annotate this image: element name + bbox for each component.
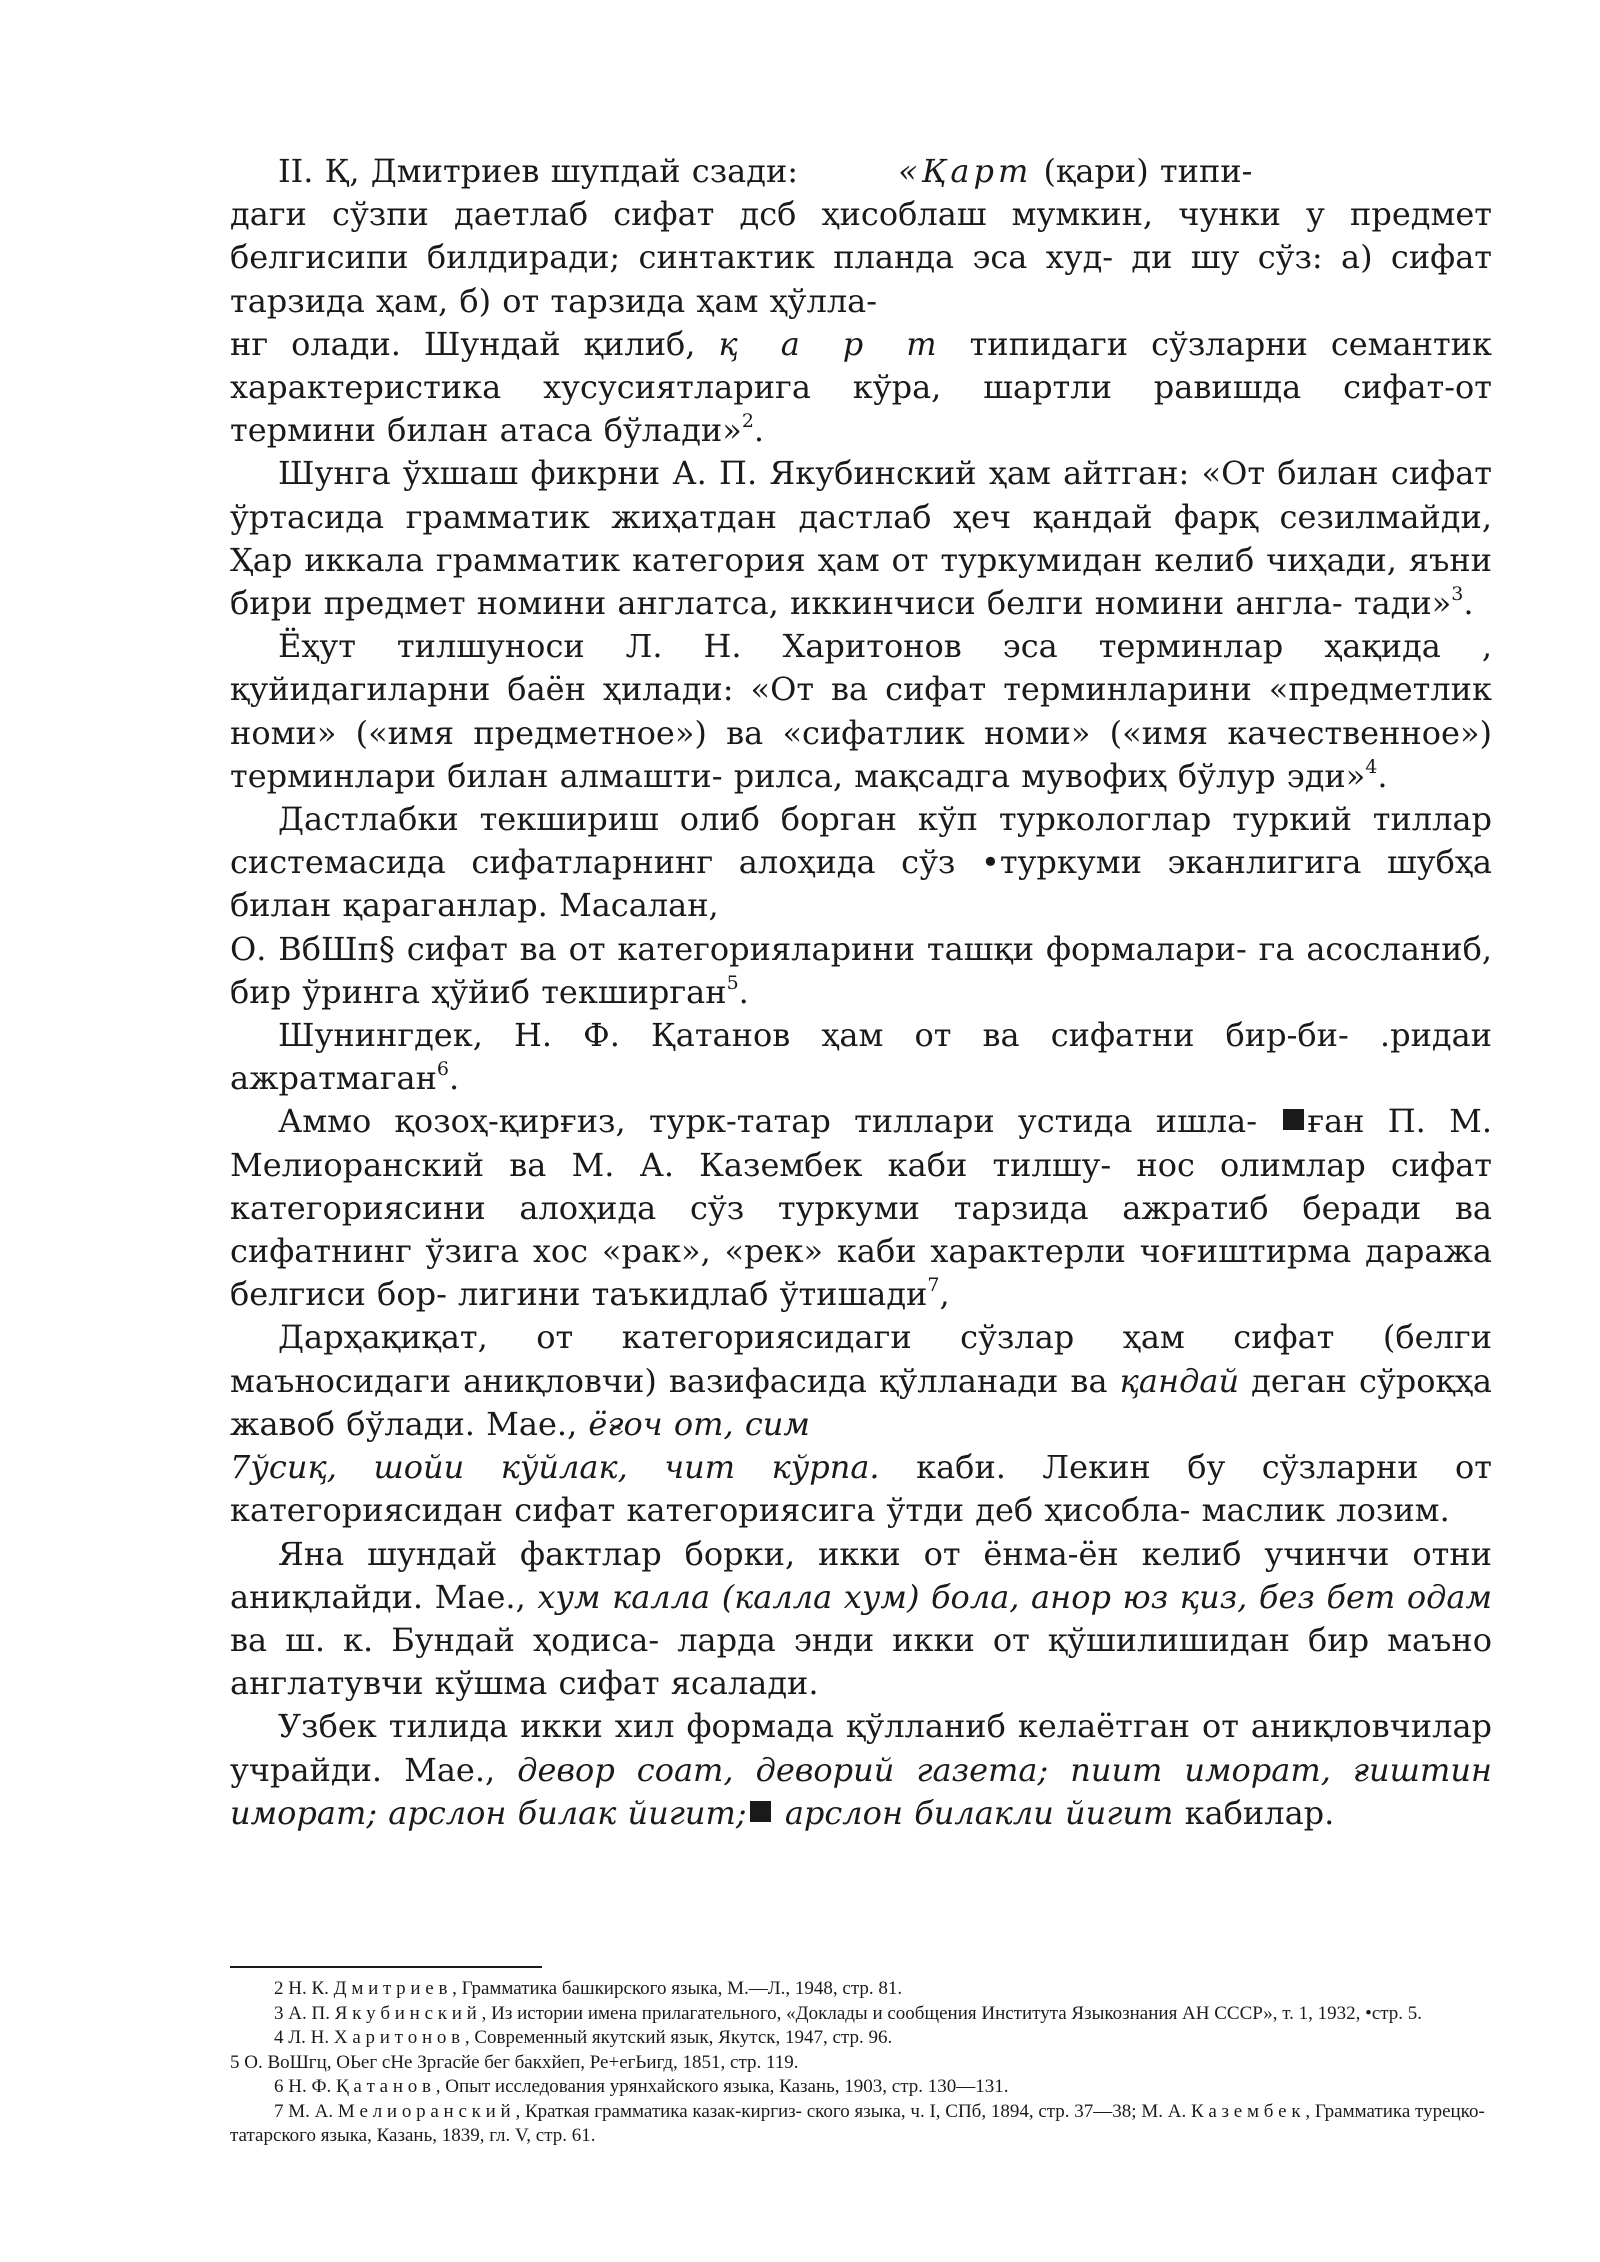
- footnote-number: 5: [230, 2051, 240, 2073]
- text-run: Ёҳут тилшуноси Л. Н. Харитонов эса терминлар ҳақида , қуйидагиларни баён ҳилади: «От ва сифат терминларини «предметлик номи» («имя предметное») ва «сифатлик номи» («имя качественное») терминлари билан алмашти- рилса, мақсадга мувофиҳ бўлур эди»: [230, 627, 1492, 795]
- text-run: Шунга ўхшаш фикрни А. П. Якубинский ҳам айтган: «От билан сифат ўртасида грамматик жиҳатдан дастлаб ҳеч қандай фарқ сезилмайди, Ҳар иккала грамматик категория ҳам от туркумидан келиб чиҳади, яъни бири предмет номини англатса, иккинчиси белги номини англа- тади»: [230, 454, 1492, 623]
- text-run: қ а р т: [718, 324, 947, 363]
- footnote-ref: 4: [1365, 755, 1378, 778]
- footnote-author: Н. Ф. Қ а т а н о в ,: [288, 2076, 441, 2097]
- text-run: ва ш. к. Бундай ҳодиса- ларда энди икки от қўшилишидан бир маъно англатувчи кўшма сифат ясалади.: [230, 1620, 1492, 1703]
- footnote-divider: [230, 1966, 542, 1968]
- text-run: .: [1377, 756, 1388, 795]
- text-run: Аммо қозоҳ-қирғиз, турк-татар тиллари устида ишла-: [278, 1102, 1281, 1141]
- text-run: ёғоч от, сим: [588, 1404, 810, 1443]
- text-run: арслон билакли йигит: [773, 1793, 1174, 1832]
- text-run: кабилар.: [1173, 1793, 1335, 1832]
- footnote: [230, 1977, 1492, 2002]
- text-run: .: [738, 972, 749, 1011]
- paragraph: [230, 150, 1492, 452]
- footnote-ref: 3: [1451, 583, 1464, 606]
- footnote-ref: 7: [927, 1274, 940, 1297]
- text-run: девор соат, деворий газета; пиит иморат, ғиштин иморат; арслон билак йигит;: [230, 1750, 1493, 1832]
- footnote: [230, 2100, 1492, 2149]
- paragraph: [230, 452, 1492, 625]
- text-run: Дастлабки текшириш олиб борган кўп туркологлар туркий тиллар системасида сифатларнинг алоҳида сўз •туркуми эканлигига шубҳа билан қараганлар. Масалан,: [230, 800, 1492, 925]
- text-run: нг олади. Шундай қилиб,: [230, 324, 719, 363]
- footnote-text: Опыт исследования урянхайского языка, Казань, 1903, стр. 130—131.: [440, 2076, 1009, 2097]
- footnote-number: 7: [274, 2100, 284, 2122]
- text-run: О. ВбШп§ сифат ва от категорияларини ташқи формалари- га асосланиб, бир ўрингa ҳўйиб текширган: [230, 929, 1492, 1011]
- footnote-text: О. ВоШгц, ОЬег сНе Зргасйе бег бакхйеп, Ре+егЬигд, 1851, стр. 119.: [244, 2051, 799, 2073]
- black-square-mark: [750, 1801, 771, 1822]
- text-run: хум калла (калла хум) бола, анор юз қиз, без бет одам: [537, 1577, 1493, 1616]
- footnote-text: Из истории имена прилагательного, «Доклады и сообщения Института Языкознания АН СССР», т. 1, 1932, •стр. 5.: [486, 2002, 1423, 2024]
- paragraph: [230, 1705, 1492, 1835]
- text-run: .: [753, 411, 765, 450]
- footnote-ref: 5: [726, 971, 739, 994]
- text-run: типидаги сўзларни семантик характеристика хусусиятларига кўра, шартли равишда сифат-от термини билан атаса бўлади»: [230, 324, 1492, 450]
- footnote-ref: 2: [741, 410, 754, 433]
- footnote: [230, 2051, 1492, 2076]
- text-run: Шунингдек, Н. Ф. Қатанов ҳам от ва сифатни бир-би- .ридаи ажратмаган: [230, 1016, 1492, 1098]
- text-run: «Қарт: [898, 152, 1033, 190]
- footnotes: [230, 1977, 1492, 2149]
- main-text: [230, 150, 1492, 1835]
- footnote-text: Грамматика башкирского языка, М.—Л., 1948, стр. 81.: [456, 1978, 903, 1999]
- paragraph: [230, 1014, 1492, 1100]
- footnote-text: Краткая грамматика казак-киргиз- ского языка, ч. I, СПб, 1894, стр. 37—38; М. А. К а з е м б е к , Грамматика турецко-татарского языка, Казань, 1839, гл. V, стр. 61.: [230, 2100, 1485, 2146]
- footnote-author: Н. К. Д м и т р и е в ,: [288, 1978, 457, 1999]
- text-run: каби. Лекин бу сўзларни от категориясидан сифат категориясига ўтди деб ҳисобла- маслик лозим.: [230, 1448, 1493, 1530]
- text-run: .: [449, 1059, 460, 1098]
- paragraph: [230, 625, 1492, 798]
- footnote-number: 6: [274, 2076, 284, 2097]
- text-run: Узбек тилида икки хил формада қўлланиб келаётган от аниқловчилар учрайди. Мае.,: [230, 1707, 1492, 1789]
- text-run: ған П. М. Мелиоранский ва М. А. Казембек каби тилшу- нос олимлар сифат категориясини алоҳида сўз туркуми тарзида ажратиб беради ва сифатнинг ўзига хос «рак», «рек» каби характерли чоғиштирма даража белгиси бор- лигини таъкидлаб ўтишади: [230, 1102, 1493, 1314]
- footnote: [230, 2026, 1492, 2051]
- paragraph: [230, 798, 1492, 1014]
- text-run: қандай: [1119, 1361, 1240, 1400]
- paragraph: [230, 1533, 1492, 1706]
- text-run: Дарҳақиқат, от категориясидаги сўзлар ҳам сифат (белги маъносидаги аниқловчи) вазифасида қўлланади ва: [230, 1318, 1492, 1400]
- text-run: .: [1463, 584, 1474, 623]
- text-run: 7ўсиқ, шойи кўйлак, чит кўрпа.: [230, 1448, 880, 1487]
- text-run: даги сўзпи даетлаб сифат дсб ҳисоблаш мумкин, чунки у предмет белгисипи билдиради; синтактик планда эса худ- ди шу сўз: а) сифат тарзида ҳам, б) от тарзида ҳам ҳўлла-: [230, 195, 1492, 320]
- footnote-ref: 6: [436, 1058, 450, 1081]
- black-square-mark: [1283, 1109, 1304, 1130]
- footnote-author: А. П. Я к у б и н с к и й ,: [288, 2002, 487, 2024]
- footnote-author: Л. Н. Х а р и т о н о в ,: [288, 2027, 470, 2048]
- text-run: ,: [939, 1275, 950, 1314]
- footnote-number: 2: [274, 1978, 284, 1999]
- footnote-author: М. А. М е л и о р а н с к и й ,: [288, 2100, 521, 2122]
- footnote-number: 3: [274, 2002, 284, 2024]
- text-run: II. Қ, Дмитриев шупдай сзади:: [278, 152, 799, 190]
- footnote-number: 4: [274, 2027, 284, 2048]
- footnote: [230, 2075, 1492, 2100]
- footnote-text: Современный якутский язык, Якутск, 1947, стр. 96.: [469, 2027, 893, 2048]
- text-run: деган сўроқҳа жавоб бўлади. Мае.,: [230, 1361, 1492, 1443]
- text-run: Яна шундай фактлар борки, икки от ёнма-ён келиб учинчи отни аниқлайди. Мае.,: [230, 1534, 1492, 1616]
- text-run: (қари) типи-: [1032, 152, 1253, 190]
- paragraph: [230, 1316, 1492, 1532]
- paragraph: [230, 1100, 1492, 1316]
- footnote: [230, 2002, 1492, 2027]
